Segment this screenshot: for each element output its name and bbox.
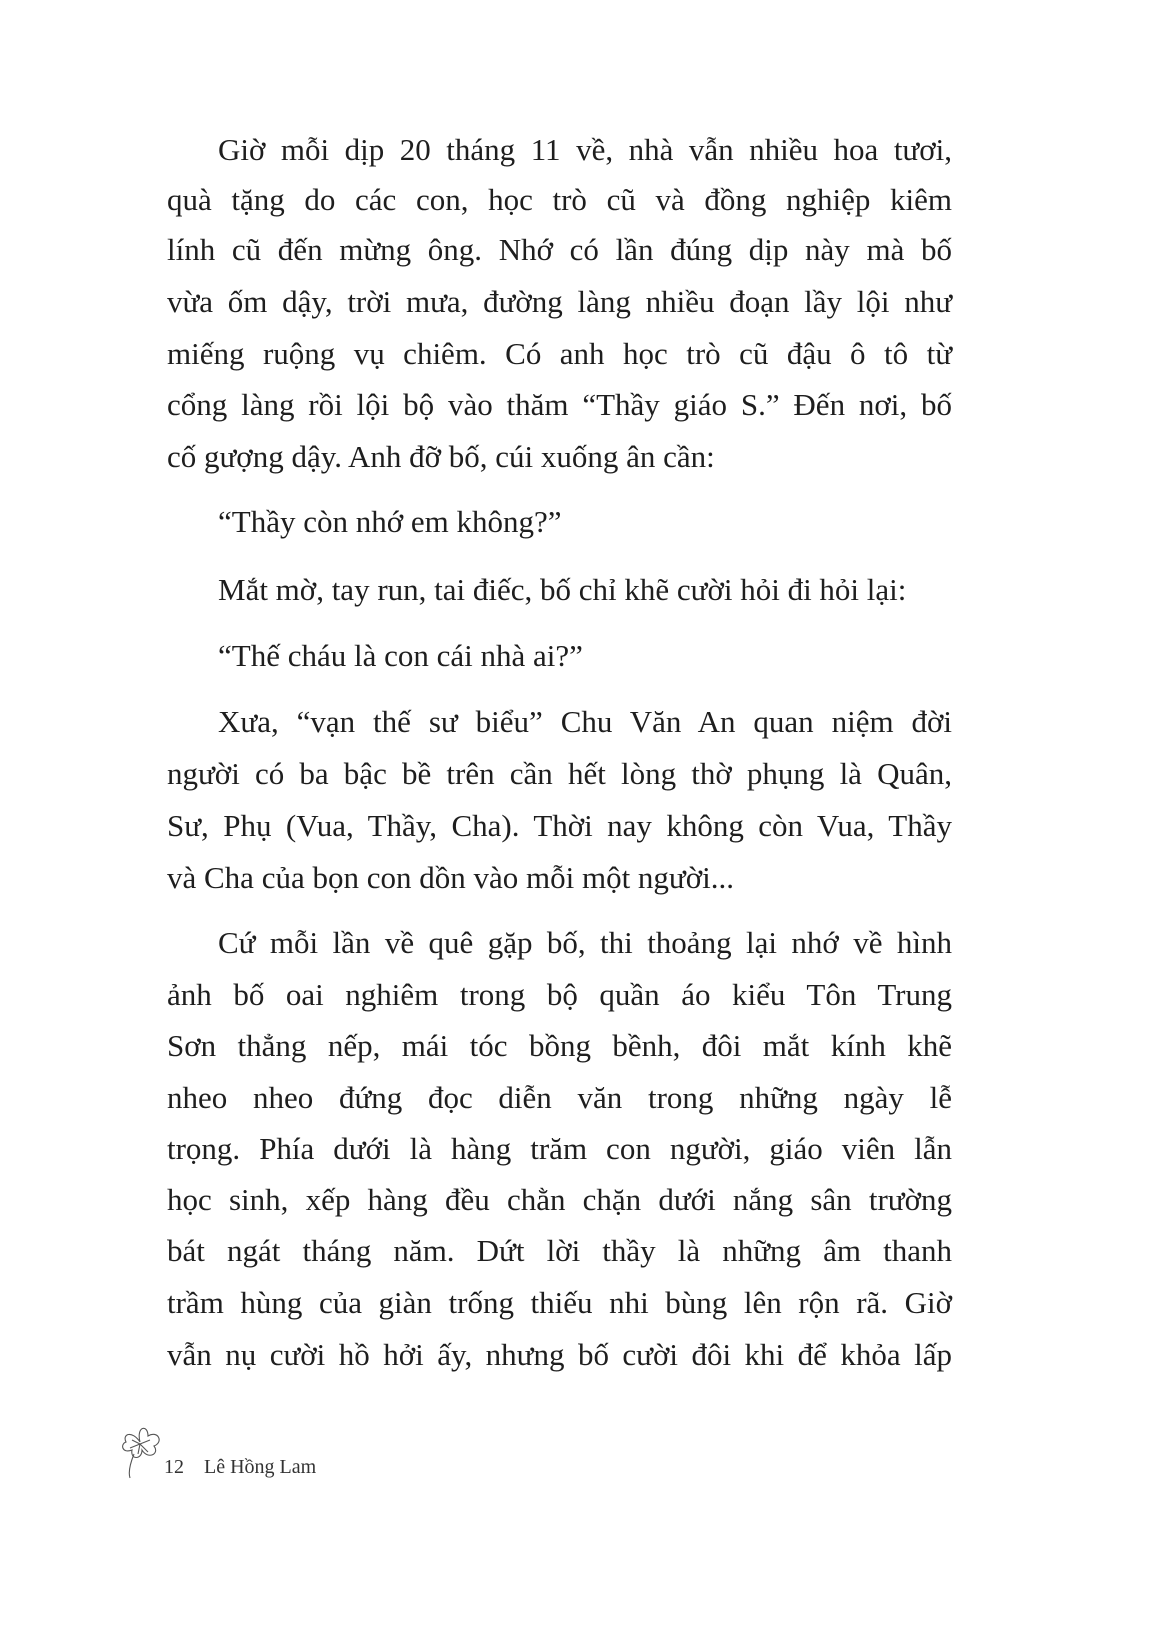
text-line: Sư, Phụ (Vua, Thầy, Cha). Thời nay không còn Vua, Thầy bbox=[167, 808, 952, 843]
text-line: cổng làng rồi lội bộ vào thăm “Thầy giáo S.” Đến nơi, bố bbox=[167, 387, 952, 422]
text-line: cố gượng dậy. Anh đỡ bố, cúi xuống ân cần: bbox=[167, 439, 715, 474]
text-line: người có ba bậc bề trên cần hết lòng thờ phụng là Quân, bbox=[167, 756, 952, 791]
text-line: Sơn thẳng nếp, mái tóc bồng bềnh, đôi mắt kính khẽ bbox=[167, 1028, 952, 1063]
page-footer bbox=[118, 1420, 418, 1490]
text-line: “Thế cháu là con cái nhà ai?” bbox=[218, 638, 583, 673]
text-line: vừa ốm dậy, trời mưa, đường làng nhiều đoạn lầy lội như bbox=[167, 284, 952, 319]
text-line: Mắt mờ, tay run, tai điếc, bố chỉ khẽ cười hỏi đi hỏi lại: bbox=[218, 572, 907, 607]
author-name: Lê Hồng Lam bbox=[204, 1456, 317, 1478]
text-line: nheo nheo đứng đọc diễn văn trong những ngày lễ bbox=[167, 1080, 952, 1115]
text-line: bát ngát tháng năm. Dứt lời thầy là những âm thanh bbox=[167, 1233, 952, 1268]
flower-icon bbox=[118, 1420, 168, 1480]
text-line: và Cha của bọn con dồn vào mỗi một người... bbox=[167, 860, 734, 895]
text-line: Giờ mỗi dịp 20 tháng 11 về, nhà vẫn nhiều hoa tươi, bbox=[218, 132, 952, 167]
text-line: trầm hùng của giàn trống thiếu nhi bùng lên rộn rã. Giờ bbox=[167, 1285, 952, 1320]
text-line: lính cũ đến mừng ông. Nhớ có lần đúng dịp này mà bố bbox=[167, 232, 952, 267]
text-line: quà tặng do các con, học trò cũ và đồng nghiệp kiêm bbox=[167, 182, 952, 217]
text-line: miếng ruộng vụ chiêm. Có anh học trò cũ đậu ô tô từ bbox=[167, 336, 952, 371]
text-line: “Thầy còn nhớ em không?” bbox=[218, 504, 562, 539]
text-line: vẫn nụ cười hồ hởi ấy, nhưng bố cười đôi khi để khỏa lấp bbox=[167, 1337, 952, 1372]
text-line: Xưa, “vạn thế sư biểu” Chu Văn An quan niệm đời bbox=[218, 704, 952, 739]
text-line: ảnh bố oai nghiêm trong bộ quần áo kiểu Tôn Trung bbox=[167, 977, 952, 1012]
page-number: 12 bbox=[164, 1456, 184, 1478]
text-line: học sinh, xếp hàng đều chằn chặn dưới nắng sân trường bbox=[167, 1182, 952, 1217]
text-line: trọng. Phía dưới là hàng trăm con người, giáo viên lẫn bbox=[167, 1131, 952, 1166]
text-line: Cứ mỗi lần về quê gặp bố, thi thoảng lại nhớ về hình bbox=[218, 925, 952, 960]
